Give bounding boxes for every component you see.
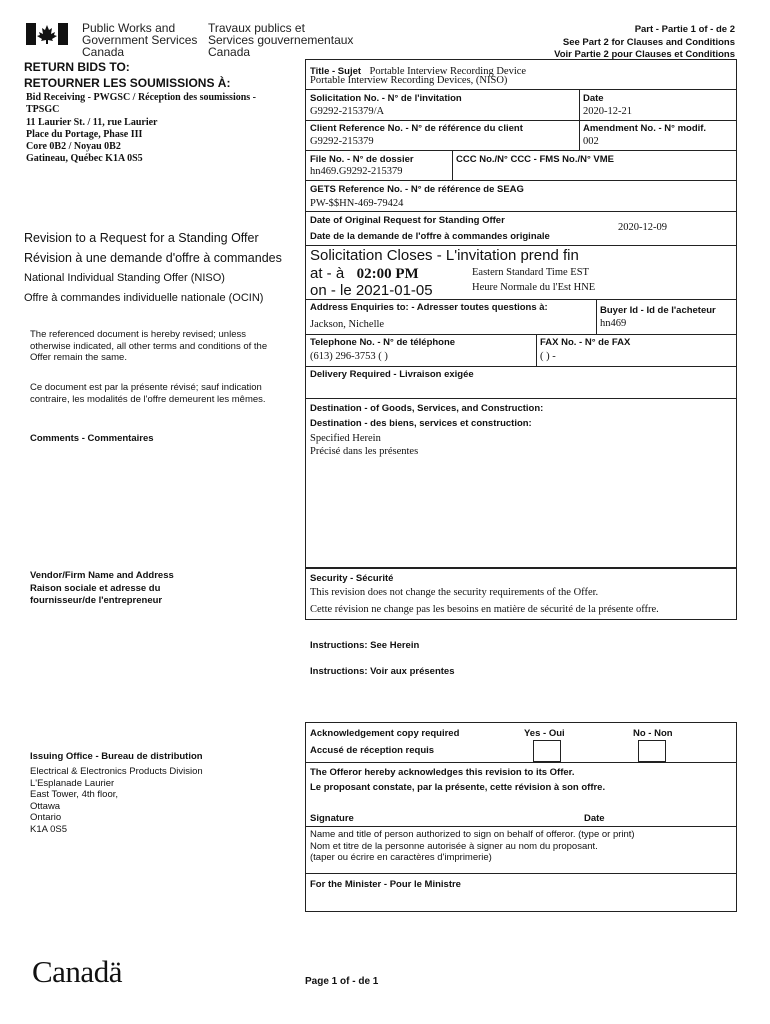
address-line: Bid Receiving - PWGSC / Réception des soumissions - — [26, 92, 257, 103]
divider — [596, 299, 597, 334]
ack-label-en: Acknowledgement copy required — [310, 728, 460, 739]
divider — [305, 762, 737, 763]
issuing-line: Ottawa — [30, 800, 61, 812]
destination-label-en: Destination - of Goods, Services, and Construction: — [310, 403, 544, 414]
divider — [579, 89, 580, 150]
address-line: Place du Portage, Phase III — [26, 128, 143, 140]
fax-value: ( ) - — [540, 351, 556, 362]
dept-fr-line: Services gouvernementaux — [208, 33, 354, 47]
instructions-en: Instructions: See Herein — [310, 640, 420, 651]
orig-date-label-fr: Date de la demande de l'offre à commandes originale — [310, 231, 550, 242]
comments-label: Comments - Commentaires — [30, 433, 154, 444]
dept-fr-line: Travaux publics et — [208, 21, 305, 35]
timezone-fr: Heure Normale du l'Est HNE — [472, 282, 596, 293]
dept-en-line: Public Works and — [82, 21, 176, 35]
authorized-name-instructions — [310, 829, 635, 864]
issuing-line: L'Esplanade Laurier — [30, 777, 115, 789]
part-info — [554, 24, 735, 62]
divider — [305, 120, 737, 121]
orig-date-label-en: Date of Original Request for Standing Offer — [310, 215, 505, 226]
ack-label-fr: Accusé de réception requis — [310, 745, 435, 756]
see-part-fr: Voir Partie 2 pour Clauses et Conditions — [554, 49, 735, 60]
ack-yes-checkbox[interactable] — [533, 740, 561, 762]
address-line: TPSGC — [26, 104, 60, 116]
destination-label-fr: Destination - des biens, services et construction: — [310, 418, 532, 429]
instructions-fr: Instructions: Voir aux présentes — [310, 666, 455, 677]
return-bids-fr: RETOURNER LES SOUMISSIONS À: — [24, 76, 231, 90]
government-flag-logo — [26, 23, 68, 45]
divider — [305, 299, 737, 300]
name-line: Nom et titre de la personne autorisée à signer au nom du proposant. — [310, 840, 598, 852]
issuing-line: Ontario — [30, 812, 62, 823]
date-label: Date — [583, 93, 604, 104]
return-bids-address — [26, 92, 256, 166]
destination-value-en: Specified Herein — [310, 433, 381, 444]
divider — [305, 245, 737, 246]
closes-on: on - le 2021-01-05 — [310, 282, 433, 299]
issuing-line: East Tower, 4th floor, — [30, 789, 119, 800]
divider — [305, 150, 737, 151]
solicitation-value: G9292-215379/A — [310, 106, 385, 117]
vendor-line: Vendor/Firm Name and Address — [30, 570, 174, 581]
amendment-label: Amendment No. - N° modif. — [583, 123, 707, 134]
closes-time — [310, 265, 419, 283]
address-line: Gatineau, Québec K1A 0S5 — [26, 153, 143, 165]
solicitation-label: Solicitation No. - N° de l'invitation — [310, 93, 462, 104]
closes-at: at - à — [310, 265, 345, 282]
divider — [305, 211, 737, 212]
vendor-line: Raison sociale et adresse du — [30, 582, 161, 594]
closes-time-value: 02:00 PM — [356, 266, 419, 282]
revision-title-fr: Révision à une demande d'offre à commandes — [24, 251, 282, 265]
name-line: Name and title of person authorized to sign on behalf of offeror. (type or print) — [310, 829, 635, 840]
security-en: This revision does not change the security requirements of the Offer. — [310, 587, 599, 598]
revision-title-en: Revision to a Request for a Standing Offer — [24, 231, 259, 245]
file-label: File No. - N° de dossier — [310, 154, 414, 165]
issuing-office-title: Issuing Office - Bureau de distribution — [30, 751, 203, 762]
return-bids-en: RETURN BIDS TO: — [24, 60, 130, 74]
yes-label: Yes - Oui — [524, 728, 565, 739]
divider — [305, 180, 737, 181]
destination-value-fr: Précisé dans les présentes — [310, 446, 419, 457]
canada-wordmark: Canadä — [32, 954, 122, 989]
dept-en-line: Canada — [82, 45, 125, 59]
ack-no-checkbox[interactable] — [638, 740, 666, 762]
ccc-label: CCC No./N° CCC - FMS No./N° VME — [456, 154, 615, 165]
name-line: (taper ou écrire en caractères d'imprimerie) — [310, 852, 492, 863]
divider — [536, 334, 537, 366]
divider — [452, 150, 453, 180]
issuing-line: Electrical & Electronics Products Division — [30, 766, 203, 777]
enquiries-label: Address Enquiries to: - Adresser toutes questions à: — [310, 302, 548, 313]
file-value: hn469.G9292-215379 — [310, 166, 403, 177]
divider — [305, 334, 737, 335]
title-label: Title - Sujet — [310, 66, 362, 77]
niso-en: National Individual Standing Offer (NISO) — [24, 272, 225, 284]
minister-label: For the Minister - Pour le Ministre — [310, 879, 461, 890]
delivery-label: Delivery Required - Livraison exigée — [310, 369, 474, 380]
date-value: 2020-12-21 — [583, 106, 632, 117]
vendor-label — [30, 570, 174, 608]
department-name-fr — [208, 22, 353, 58]
offeror-ack-en: The Offeror hereby acknowledges this revision to its Offer. — [310, 767, 575, 778]
fax-label: FAX No. - N° de FAX — [540, 337, 631, 348]
amendment-value: 002 — [583, 136, 599, 147]
signature-label: Signature — [310, 813, 354, 824]
divider — [305, 826, 737, 827]
dept-en-line: Government Services — [82, 33, 198, 47]
divider — [305, 366, 737, 367]
client-ref-value: G9292-215379 — [310, 136, 374, 147]
orig-date-value: 2020-12-09 — [618, 222, 667, 233]
dept-fr-line: Canada — [208, 45, 251, 59]
address-line: Core 0B2 / Noyau 0B2 — [26, 141, 121, 153]
divider — [305, 89, 737, 90]
client-ref-label: Client Reference No. - N° de référence du client — [310, 123, 523, 134]
timezone-en: Eastern Standard Time EST — [472, 267, 589, 278]
no-label: No - Non — [633, 728, 673, 739]
solicitation-closes-title: Solicitation Closes - L'invitation prend fin — [310, 247, 579, 264]
security-fr: Cette révision ne change pas les besoins en matière de sécurité de la présente offre. — [310, 604, 659, 615]
divider — [305, 398, 737, 399]
enquiries-value: Jackson, Nichelle — [310, 319, 385, 330]
address-line: 11 Laurier St. / 11, rue Laurier — [26, 116, 158, 128]
part-label: Part - Partie 1 of - de 2 — [634, 24, 735, 35]
see-part-en: See Part 2 for Clauses and Conditions — [562, 36, 735, 48]
gets-value: PW-$$HN-469-79424 — [310, 198, 404, 209]
department-name-en — [82, 22, 197, 58]
vendor-line: fournisseur/de l'entrepreneur — [30, 595, 163, 606]
issuing-office-address — [30, 766, 203, 835]
buyer-value: hn469 — [600, 318, 627, 329]
page-number: Page 1 of - de 1 — [305, 976, 379, 987]
gets-label: GETS Reference No. - N° de référence de SEAG — [310, 184, 524, 195]
revised-notice-en: The referenced document is hereby revised; unless otherwise indicated, all other terms and conditions of the Offer remain the same. — [30, 329, 268, 363]
title-value-1: Portable Interview Recording Device — [369, 66, 527, 77]
offeror-ack-fr: Le proposant constate, par la présente, cette révision à son offre. — [310, 782, 606, 793]
revised-notice-fr: Ce document est par la présente révisé; sauf indication contraire, les modalités de l'offre demeurent les mêmes. — [30, 382, 266, 405]
divider — [305, 873, 737, 874]
security-label: Security - Sécurité — [310, 573, 394, 584]
phone-label: Telephone No. - N° de téléphone — [310, 337, 456, 348]
return-bids-title — [24, 60, 230, 91]
buyer-label: Buyer Id - Id de l'acheteur — [600, 305, 716, 316]
issuing-line: K1A 0S5 — [30, 823, 67, 835]
phone-value: (613) 296-3753 ( ) — [310, 351, 388, 362]
title-value-2: Portable Interview Recording Devices, (NISO) — [310, 75, 508, 86]
niso-fr: Offre à commandes individuelle nationale (OCIN) — [24, 292, 264, 304]
signature-date-label: Date — [584, 813, 605, 824]
